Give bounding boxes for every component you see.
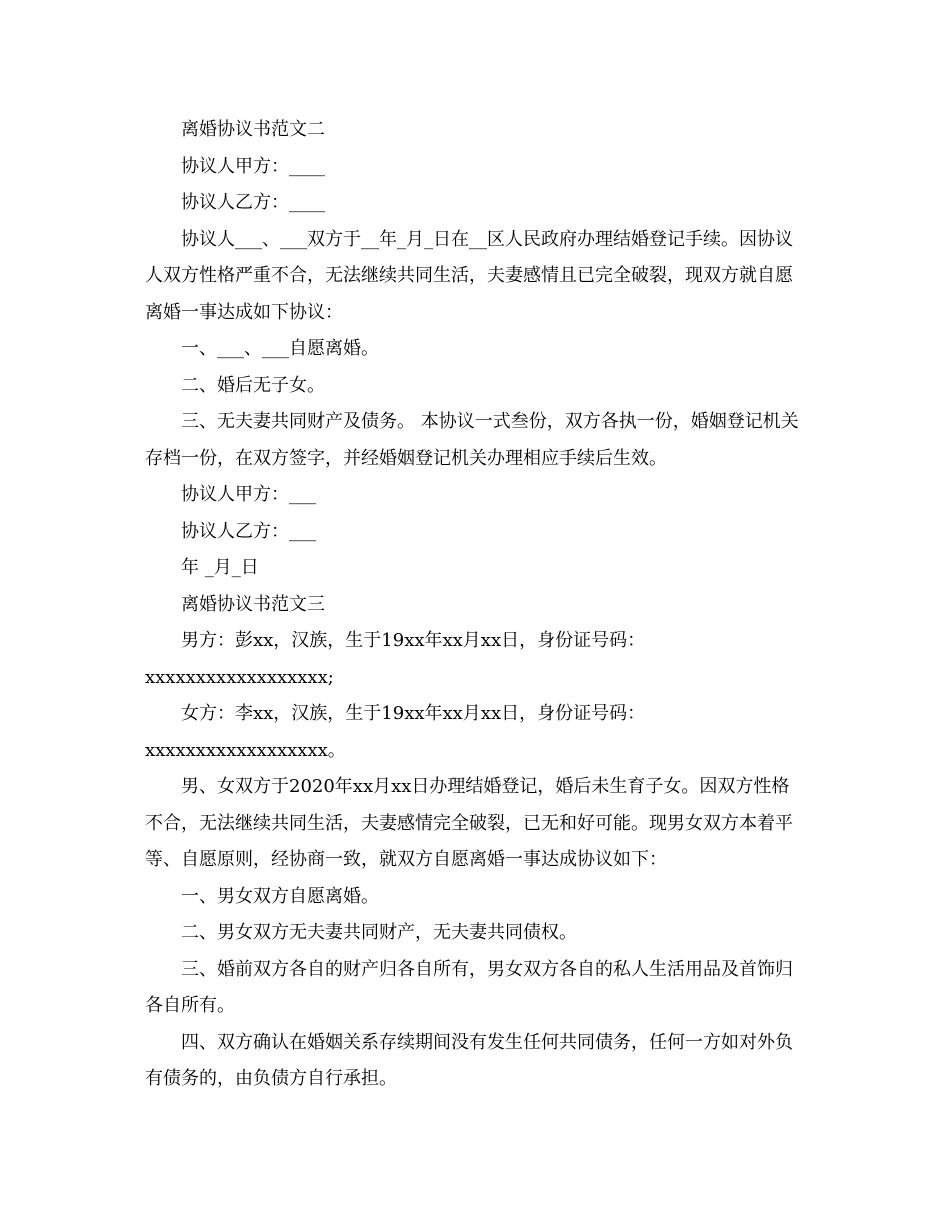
paragraph: 一、男女双方自愿离婚。 xyxy=(181,885,379,907)
paragraph: 一、___、___自愿离婚。 xyxy=(181,338,379,359)
paragraph: xxxxxxxxxxxxxxxxxx。 xyxy=(145,739,346,761)
document-body xyxy=(145,112,805,1098)
paragraph: 年 _月_日 xyxy=(181,557,259,578)
paragraph: 二、婚后无子女。 xyxy=(181,374,325,396)
paragraph: 男、女双方于2020年xx月xx日办理结婚登记，婚后未生育子女。因双方性格不合，无法继续共同生活，夫妻感情完全破裂，已无和好可能。现男女双方本着平等、自愿原则，经协商一致，就双方自愿离婚一事达成协议如下： xyxy=(145,776,793,870)
paragraph: 二、男女双方无夫妻共同财产，无夫妻共同债权。 xyxy=(181,922,577,943)
paragraph: 协议人___、___双方于__年_月_日在__区人民政府办理结婚登记手续。因协议人双方性格严重不合，无法继续共同生活，夫妻感情且已完全破裂，现双方就自愿离婚一事达成如下协议： xyxy=(145,228,793,323)
paragraph: 离婚协议书范文三 xyxy=(181,593,325,615)
paragraph: 离婚协议书范文二 xyxy=(181,119,325,140)
paragraph: 协议人乙方：____ xyxy=(181,192,325,213)
paragraph: 协议人甲方：___ xyxy=(181,484,316,505)
paragraph: xxxxxxxxxxxxxxxxxx; xyxy=(145,666,334,688)
paragraph: 协议人乙方：___ xyxy=(181,520,316,542)
paragraph: 协议人甲方：____ xyxy=(181,155,325,177)
paragraph: 女方：李xx，汉族，生于19xx年xx月xx日，身份证号码： xyxy=(181,703,646,724)
paragraph: 四、双方确认在婚姻关系存续期间没有发生任何共同债务，任何一方如对外负有债务的，由负债方自行承担。 xyxy=(145,1031,793,1089)
paragraph: 男方：彭xx，汉族，生于19xx年xx月xx日，身份证号码： xyxy=(181,630,646,651)
paragraph: 三、婚前双方各自的财产归各自所有，男女双方各自的私人生活用品及首饰归各自所有。 xyxy=(145,958,793,1016)
paragraph: 三、无夫妻共同财产及债务。 本协议一式叁份，双方各执一份，婚姻登记机关存档一份，在双方签字，并经婚姻登记机关办理相应手续后生效。 xyxy=(145,411,799,469)
